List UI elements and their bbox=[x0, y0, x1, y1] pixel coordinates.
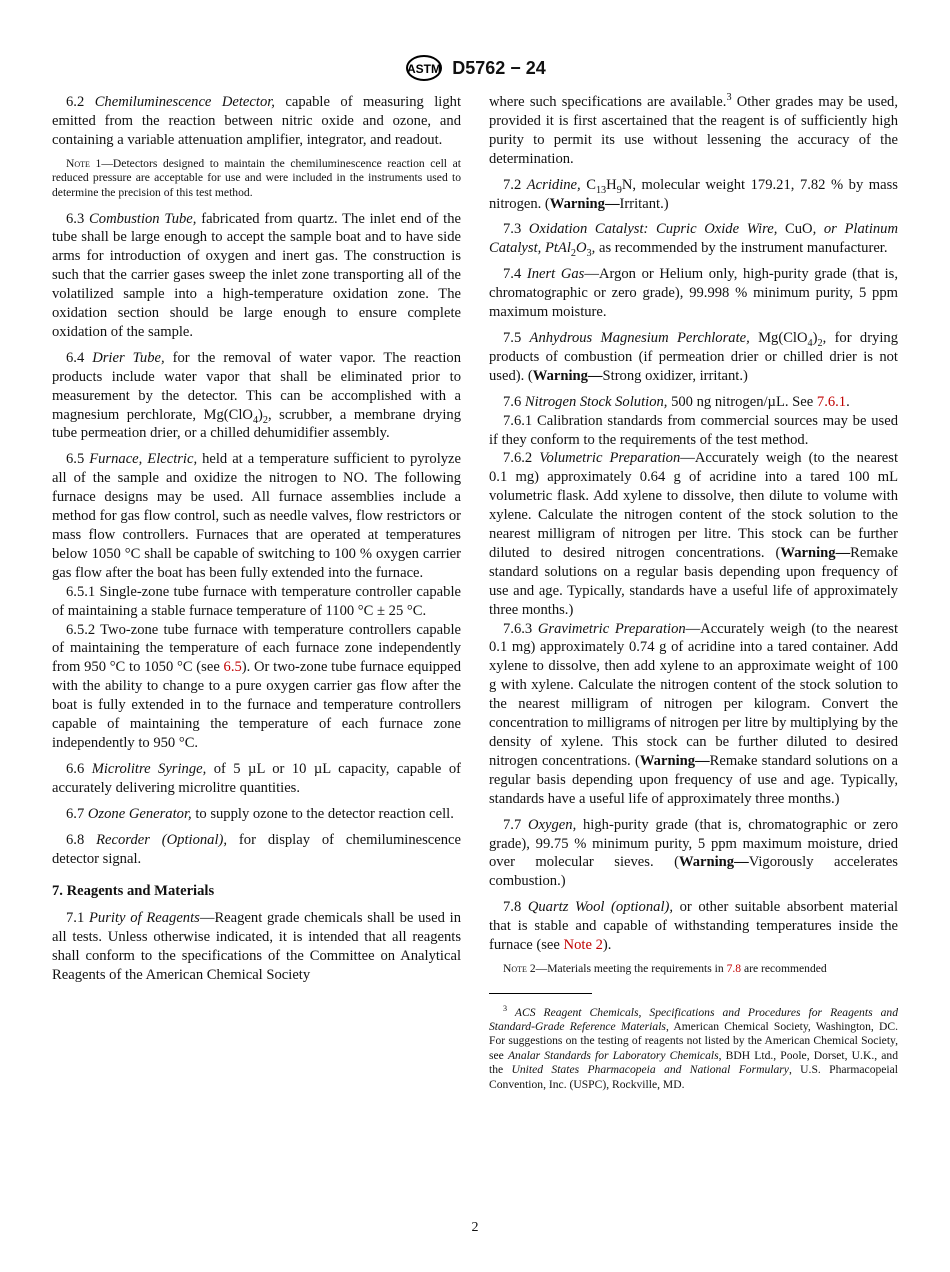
section-6-2 bbox=[52, 93, 461, 150]
text-run: 2 bbox=[262, 414, 269, 426]
text-run: N, molecular weight 179.21, 7.82 % by mass nitrogen. ( bbox=[489, 176, 898, 212]
section-7-heading bbox=[52, 882, 461, 901]
text-run: Chemiluminescence Detector, bbox=[94, 94, 275, 110]
text-run: 7.4 bbox=[503, 266, 527, 283]
section-7-3 bbox=[489, 220, 898, 258]
text-run: 6.2 bbox=[66, 94, 95, 110]
text-run: Other grades may be used, provided it is first ascertained that the reagent is of sufficiently high purity to permit its use without lessening the accuracy of the determination. bbox=[489, 94, 898, 167]
text-run: of 5 µL or 10 µL capacity, capable of accurately delivering microlitre quantities. bbox=[52, 760, 462, 796]
section-6-5-2 bbox=[52, 621, 461, 753]
text-run: , for drying products of combustion (if permeation drier or chilled drier is not used). ( bbox=[489, 329, 898, 384]
text-run: Mg(ClO bbox=[749, 329, 808, 346]
text-run: Analar Standards for Laboratory Chemicals bbox=[507, 1048, 719, 1062]
left-column bbox=[52, 93, 461, 992]
text-run: Irritant.) bbox=[619, 195, 669, 212]
text-run: , or Platinum Catalyst, PtAl bbox=[489, 221, 899, 257]
text-run: 6.5.2 Two-zone tube furnace with temperature controllers capable of maintaining the temperature of each furnace zone independently from 950 °C to 1050 °C (see bbox=[52, 621, 461, 676]
document-id: D5762 − 24 bbox=[452, 57, 546, 78]
text-run: Combustion Tube, bbox=[89, 210, 197, 227]
text-run: Gravimetric Preparation bbox=[537, 620, 686, 637]
text-run: —Argon or Helium only, high-purity grade (that is, chromatographic or zero grade), 99.998 % minimum purity, 5 ppm maximum moisture. bbox=[489, 266, 899, 321]
text-run: Recorder (Optional), bbox=[96, 831, 228, 848]
text-run: 6.7 bbox=[66, 805, 88, 822]
text-run: Ozone Generator, bbox=[87, 805, 192, 822]
text-run: where such specifications are available. bbox=[489, 94, 727, 110]
text-run: Warning— bbox=[532, 367, 603, 384]
text-run: or other suitable absorbent material that is stable and capable of withstanding temperatures inside the furnace (see bbox=[489, 899, 898, 954]
text-run: 3 bbox=[726, 92, 732, 104]
footnote-3 bbox=[489, 1003, 899, 1092]
text-run: for display of chemiluminescence detector signal. bbox=[52, 831, 462, 867]
text-run: , scrubber, a membrane drying tube permeation drier, or a chilled dehumidifier assembly. bbox=[52, 406, 461, 442]
text-run: ) bbox=[812, 329, 818, 346]
section-6-4 bbox=[52, 349, 461, 444]
text-run: 1—Detectors designed to maintain the chemiluminescence reaction cell at reduced pressure are acceptable for use and were included in the instruments used to determine the precision of this test method. bbox=[52, 156, 461, 199]
text-run: 7.6.2 bbox=[503, 450, 540, 467]
text-run: 7.1 bbox=[66, 910, 89, 927]
text-run: —Accurately weigh (to the nearest 0.1 mg) approximately 0.64 g of acridine into a tared 100 mL volumetric flask. Add xylene to dissolve, then dilute to volume with xylene. Calculate the nitrogen content of the stock solution to the nearest milligram of nitrogen per litre. This stock can be further diluted to desired nitrogen concentrations. ( bbox=[489, 450, 898, 561]
text-run: 7.7 bbox=[503, 816, 529, 833]
text-run: , BDH Ltd., Poole, Dorset, U.K., and the bbox=[489, 1048, 899, 1077]
text-run: 3 bbox=[503, 1003, 508, 1013]
text-run: Acridine, bbox=[526, 176, 581, 193]
text-run: Purity of Reagents bbox=[89, 910, 200, 927]
text-run: Remake standard solutions on a regular basis depending upon frequency of use and age. Typically, standards have a useful life of approximately three months.) bbox=[489, 752, 898, 807]
text-run: are recommended bbox=[741, 961, 827, 975]
cross-reference-link[interactable]: 6.5 bbox=[223, 659, 242, 676]
text-run: 6.3 bbox=[66, 210, 90, 227]
note-2 bbox=[489, 962, 898, 977]
text-run: 2 bbox=[817, 337, 823, 349]
text-run: 7. Reagents and Materials bbox=[52, 883, 215, 900]
text-run: high-purity grade (that is, chromatographic or zero grade), 99.75 % minimum purity, 5 ppm maximum moisture, dried over molecular sieves. ( bbox=[489, 816, 898, 871]
text-run: 6.6 bbox=[66, 760, 92, 777]
section-7-1-continued bbox=[489, 93, 898, 169]
text-run: Oxidation Catalyst: Cupric Oxide Wire, bbox=[528, 221, 778, 238]
text-run: Anhydrous Magnesium Perchlorate, bbox=[529, 329, 750, 346]
text-run: Strong oxidizer, irritant.) bbox=[602, 367, 748, 384]
footnote-divider bbox=[489, 993, 592, 994]
text-run: 7.2 bbox=[503, 176, 527, 193]
text-run: , bbox=[591, 240, 596, 257]
text-run: Vigorously accelerates combustion.) bbox=[489, 854, 898, 890]
text-run: held at a temperature sufficient to pyrolyze all of the sample and oxidize the nitrogen to NO. The following furnace designs may be used. All furnace assemblies include a method for gas flow control, such as needle valves, flow restrictors or mass flow controllers. Furnaces that are operated at temperatures below 1050 °C shall be capable of switching to 100 % oxygen carrier gas flow after the boat has been fully extended into the furnace. bbox=[52, 451, 461, 581]
section-6-5 bbox=[52, 450, 461, 582]
text-run: Nitrogen Stock Solution, bbox=[524, 393, 668, 410]
section-6-6 bbox=[52, 760, 461, 798]
text-run: ). Or two-zone tube furnace equipped with the ability to change to a pure oxygen carrier gas flow after the boat is fully extended in to the furnace and temperature controllers capable of maintaining the temperature of each furnace zone independently to 950 °C. bbox=[52, 659, 461, 751]
section-7-7 bbox=[489, 816, 898, 892]
text-run: 3 bbox=[586, 248, 592, 260]
text-run: to supply ozone to the detector reaction cell. bbox=[191, 805, 454, 822]
text-run: Warning— bbox=[780, 544, 851, 561]
text-run: fabricated from quartz. The inlet end of the tube shall be large enough to accept the sample boat and to have side arms for introduction of oxygen and inert gas. The construction is such that the carrier gases sweep the inlet zone transporting all of the volatilized sample into a high-temperature oxidation zone. The oxidation section should be large enough to ensure complete oxidation of the sample. bbox=[52, 210, 462, 340]
text-run: as recommended by the instrument manufacturer. bbox=[595, 240, 888, 257]
text-run: 2—Materials meeting the requirements in bbox=[526, 961, 727, 975]
text-run: 9 bbox=[616, 184, 622, 196]
section-7-6-1 bbox=[489, 412, 898, 450]
cross-reference-link[interactable]: 7.8 bbox=[726, 961, 742, 975]
text-run: Volumetric Preparation bbox=[539, 450, 681, 467]
text-run: Warning— bbox=[639, 752, 710, 769]
text-run: Remake standard solutions on a regular basis depending upon frequency of use and age. Typically, standards have a useful life of approximately three months.) bbox=[489, 544, 898, 618]
section-7-5 bbox=[489, 329, 898, 386]
section-7-6-2 bbox=[489, 449, 898, 619]
cross-reference-link[interactable]: 7.6.1 bbox=[816, 393, 847, 410]
text-run: 6.4 bbox=[66, 349, 93, 366]
section-6-7 bbox=[52, 805, 461, 824]
section-6-8 bbox=[52, 831, 461, 869]
cross-reference-link[interactable]: Note 2 bbox=[563, 937, 603, 954]
text-run: 4 bbox=[252, 414, 259, 426]
text-run: , U.S. Pharmacopeial Convention, Inc. (USPC), Rockville, MD. bbox=[489, 1063, 899, 1091]
text-run: United States Pharmacopeia and National Formulary bbox=[511, 1063, 789, 1077]
note-1 bbox=[52, 157, 461, 201]
section-7-6 bbox=[489, 393, 898, 412]
text-run: for the removal of water vapor. The reaction products include water vapor that shall be eliminated prior to measurement by the detector. This can be accomplished with a magnesium perchlorate, Mg(ClO bbox=[52, 349, 462, 423]
text-run: 7.6 bbox=[503, 393, 525, 410]
text-run: 7.3 bbox=[503, 221, 529, 238]
text-run: 6.5 bbox=[66, 451, 90, 468]
section-7-1 bbox=[52, 909, 461, 985]
text-run: Warning— bbox=[678, 854, 749, 871]
text-run: Drier Tube, bbox=[92, 349, 165, 366]
text-run: H bbox=[606, 176, 617, 193]
text-run: Note bbox=[503, 961, 527, 975]
text-run: 7.6.3 bbox=[503, 620, 538, 637]
text-run: CuO bbox=[777, 221, 813, 238]
text-run: , American Chemical Society, Washington, DC. For suggestions on the testing of reagents not listed by the American Chemical Society, see bbox=[489, 1019, 898, 1062]
text-run: 4 bbox=[807, 337, 813, 349]
text-run: Microlitre Syringe, bbox=[91, 760, 207, 777]
section-7-2 bbox=[489, 176, 898, 214]
text-run: 13 bbox=[595, 184, 607, 196]
section-7-4 bbox=[489, 265, 898, 322]
text-run: Quartz Wool (optional), bbox=[527, 899, 674, 916]
text-run: ) bbox=[258, 406, 263, 423]
text-run: 7.8 bbox=[503, 899, 528, 916]
text-run: C bbox=[580, 176, 596, 193]
text-run: ACS Reagent Chemicals, Specifications and Procedures for Reagents and Standard-Grade Reference Materials bbox=[489, 1005, 898, 1033]
section-7-6-3 bbox=[489, 620, 898, 809]
text-run: 6.8 bbox=[66, 831, 97, 848]
text-run: Warning— bbox=[549, 195, 620, 212]
page-number: 2 bbox=[471, 1220, 479, 1235]
section-6-3 bbox=[52, 210, 461, 342]
text-run: 7.5 bbox=[503, 329, 530, 346]
text-run: 2 bbox=[570, 248, 576, 260]
astm-logo-icon bbox=[404, 54, 444, 82]
text-run: Inert Gas bbox=[526, 266, 585, 283]
section-7-8 bbox=[489, 898, 898, 955]
page-header bbox=[0, 54, 950, 82]
text-run: capable of measuring light emitted from the reaction between nitric oxide and ozone, and containing a variable attenuation amplifier, integrator, and readout. bbox=[52, 94, 462, 148]
text-run: 7.6.1 Calibration standards from commercial sources may be used if they conform to the requirements of the test method. bbox=[489, 412, 898, 448]
right-column bbox=[489, 93, 898, 1104]
svg-text:ASTM: ASTM bbox=[407, 62, 442, 76]
text-run: —Reagent grade chemicals shall be used in all tests. Unless otherwise indicated, it is intended that all reagents shall conform to the specifications of the Committee on Analytical Reagents of the American Chemical Society bbox=[52, 910, 461, 984]
text-run: ). bbox=[602, 937, 612, 954]
text-run: —Accurately weigh (to the nearest 0.1 mg) approximately 0.74 g of acridine into a tared container. Add xylene to dissolve, then add xylene to an approximate weight of 100 g with xylene. Calculate the nitrogen content of the stock solution to the nearest milligram of nitrogen per kilogram. Convert the concentration to milligrams of nitrogen per litre by multiplying by the density of xylene. This stock can be further diluted to desired nitrogen concentrations. ( bbox=[489, 620, 898, 769]
section-6-5-1 bbox=[52, 583, 461, 621]
text-run: Furnace, Electric, bbox=[89, 451, 198, 468]
text-run: Note bbox=[66, 156, 90, 170]
text-run: 6.5.1 Single-zone tube furnace with temperature controller capable of maintaining a stable furnace temperature of 1100 °C ± 25 °C. bbox=[52, 583, 461, 619]
text-run: Oxygen, bbox=[528, 816, 577, 833]
text-run: O bbox=[576, 240, 587, 257]
text-run: . bbox=[846, 393, 850, 410]
text-run: 500 ng nitrogen/µL. See bbox=[667, 393, 817, 410]
